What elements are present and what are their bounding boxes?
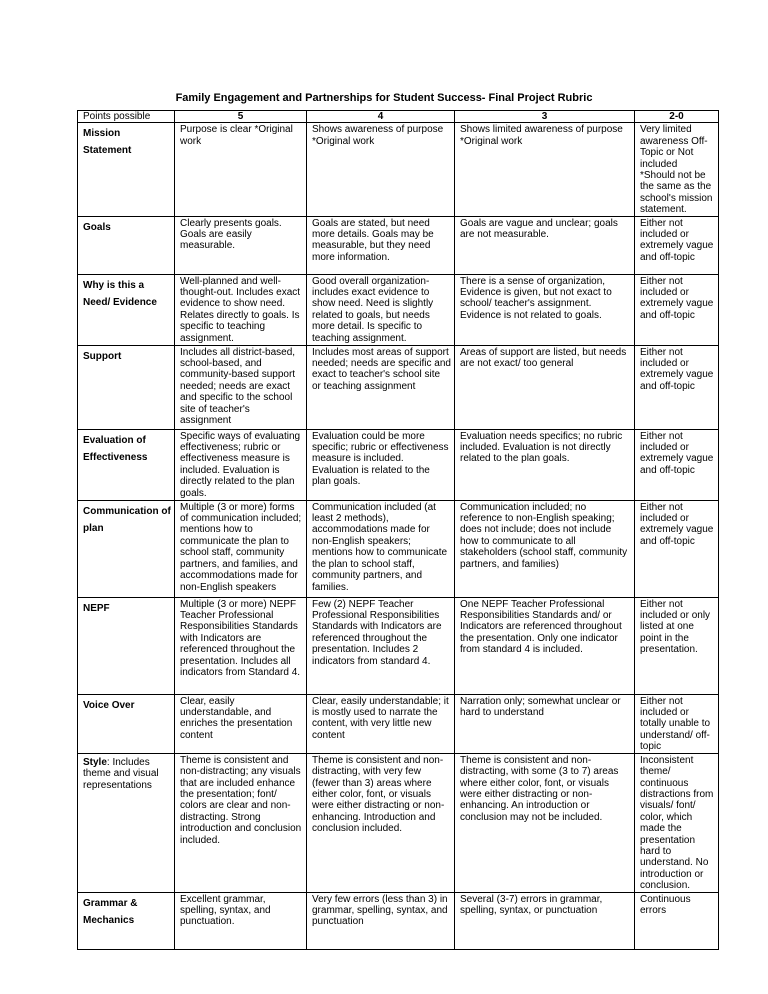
criterion-grammar-mechanics: Grammar & Mechanics [78,892,175,949]
header-score-3: 3 [455,111,635,123]
cell-score-5: Multiple (3 or more) NEPF Teacher Professional Responsibilities Standards with Indicators are referenced throughout the presentation. Includes all indicators from Standard 4. [175,597,307,694]
cell-score-2-0: Either not included or extremely vague and off-topic [635,216,719,274]
criterion-nepf: NEPF [78,597,175,694]
header-score-2-0: 2-0 [635,111,719,123]
cell-score-3: Shows limited awareness of purpose *Original work [455,123,635,216]
cell-score-3: One NEPF Teacher Professional Responsibilities Standards and/ or Indicators are referenced throughout the presentation. Only one indicator from standard 4 is included. [455,597,635,694]
cell-score-3: There is a sense of organization, Evidence is given, but not exact to school/ teacher's assignment. Evidence is not related to goals. [455,274,635,345]
header-row [78,111,719,123]
header-score-5: 5 [175,111,307,123]
cell-score-3: Several (3-7) errors in grammar, spelling, syntax, or punctuation [455,892,635,949]
cell-score-4: Clear, easily understandable; it is mostly used to narrate the content, with very little new content [307,694,455,753]
criterion-style [78,753,175,892]
cell-score-4: Good overall organization- includes exact evidence to show need. Need is slightly related to goals, but needs more detail. Is specific to teaching assignment. [307,274,455,345]
table-row [78,500,719,597]
cell-score-2-0: Either not included or extremely vague and off-topic [635,345,719,429]
cell-score-4: Few (2) NEPF Teacher Professional Responsibilities Standards with Indicators are referenced throughout the presentation. Includes 2 indicators from standard 4. [307,597,455,694]
table-row [78,753,719,892]
cell-score-3: Theme is consistent and non-distracting, with some (3 to 7) areas where either color, font, or visuals were either distracting or non-enhancing. An introduction or conclusion may not be included. [455,753,635,892]
header-points-possible: Points possible [78,111,175,123]
cell-score-5: Clear, easily understandable, and enriches the presentation content [175,694,307,753]
cell-score-4: Goals are stated, but need more details. Goals may be measurable, but they need more information. [307,216,455,274]
table-row [78,345,719,429]
cell-score-5: Multiple (3 or more) forms of communication included; mentions how to communicate the plan to school staff, community partners, and families, and accommodations made for non-English speakers [175,500,307,597]
cell-score-4: Very few errors (less than 3) in grammar, spelling, syntax, and punctuation [307,892,455,949]
header-score-4: 4 [307,111,455,123]
criterion-evaluation-effectiveness: Evaluation of Effectiveness [78,429,175,500]
cell-score-2-0: Continuous errors [635,892,719,949]
criterion-goals: Goals [78,216,175,274]
cell-score-4: Evaluation could be more specific; rubric or effectiveness measure is included. Evaluation is related to the plan goals. [307,429,455,500]
criterion-communication-plan: Communication of plan [78,500,175,597]
criterion-why-need-evidence: Why is this a Need/ Evidence [78,274,175,345]
criterion-style-label: Style [83,756,107,768]
cell-score-4: Communication included (at least 2 methods), accommodations made for non-English speakers; mentions how to communicate the plan to school staff, community partners, and families. [307,500,455,597]
cell-score-2-0: Either not included or only listed at one point in the presentation. [635,597,719,694]
cell-score-4: Theme is consistent and non-distracting, with very few (fewer than 3) areas where either color, font, or visuals were either distracting or non-enhancing. Introduction and conclusion included. [307,753,455,892]
table-row [78,694,719,753]
table-row [78,429,719,500]
cell-score-2-0: Either not included or extremely vague and off-topic [635,500,719,597]
rubric-table [77,110,719,950]
cell-score-3: Goals are vague and unclear; goals are not measurable. [455,216,635,274]
cell-score-5: Purpose is clear *Original work [175,123,307,216]
cell-score-2-0: Inconsistent theme/ continuous distractions from visuals/ font/ color, which made the presentation hard to understand. No introduction or conclusion. [635,753,719,892]
table-row [78,216,719,274]
document-title: Family Engagement and Partnerships for Student Success- Final Project Rubric [175,92,593,104]
cell-score-3: Evaluation needs specifics; no rubric included. Evaluation is not directly related to the plan goals. [455,429,635,500]
cell-score-5: Clearly presents goals. Goals are easily measurable. [175,216,307,274]
cell-score-2-0: Very limited awareness Off-Topic or Not included *Should not be the same as the school's mission statement. [635,123,719,216]
cell-score-5: Specific ways of evaluating effectiveness; rubric or effectiveness measure is included. Evaluation is directly related to the plan goals. [175,429,307,500]
table-row [78,892,719,949]
cell-score-5: Includes all district-based, school-based, and community-based support needed; needs are exact and specific to the school site of teacher's assignment [175,345,307,429]
cell-score-3: Areas of support are listed, but needs are not exact/ too general [455,345,635,429]
criterion-mission-statement: Mission Statement [78,123,175,216]
cell-score-5: Well-planned and well-thought-out. Includes exact evidence to show need. Relates directly to goals. Is specific to teaching assignment. [175,274,307,345]
cell-score-5: Excellent grammar, spelling, syntax, and punctuation. [175,892,307,949]
table-row [78,274,719,345]
criterion-voice-over: Voice Over [78,694,175,753]
cell-score-3: Communication included; no reference to non-English speaking; does not include; does not include how to communicate to all stakeholders (school staff, community partners, and families) [455,500,635,597]
cell-score-2-0: Either not included or extremely vague and off-topic [635,274,719,345]
criterion-support: Support [78,345,175,429]
cell-score-5: Theme is consistent and non-distracting; any visuals that are included enhance the presentation; font/ colors are clear and non-distracting. Strong introduction and conclusion included. [175,753,307,892]
cell-score-2-0: Either not included or totally unable to understand/ off-topic [635,694,719,753]
cell-score-3: Narration only; somewhat unclear or hard to understand [455,694,635,753]
table-row [78,123,719,216]
criterion-style-description: : Includes theme and visual representations [83,756,159,791]
cell-score-4: Shows awareness of purpose *Original work [307,123,455,216]
cell-score-2-0: Either not included or extremely vague and off-topic [635,429,719,500]
cell-score-4: Includes most areas of support needed; needs are specific and exact to teacher's school site or teaching assignment [307,345,455,429]
table-row [78,597,719,694]
